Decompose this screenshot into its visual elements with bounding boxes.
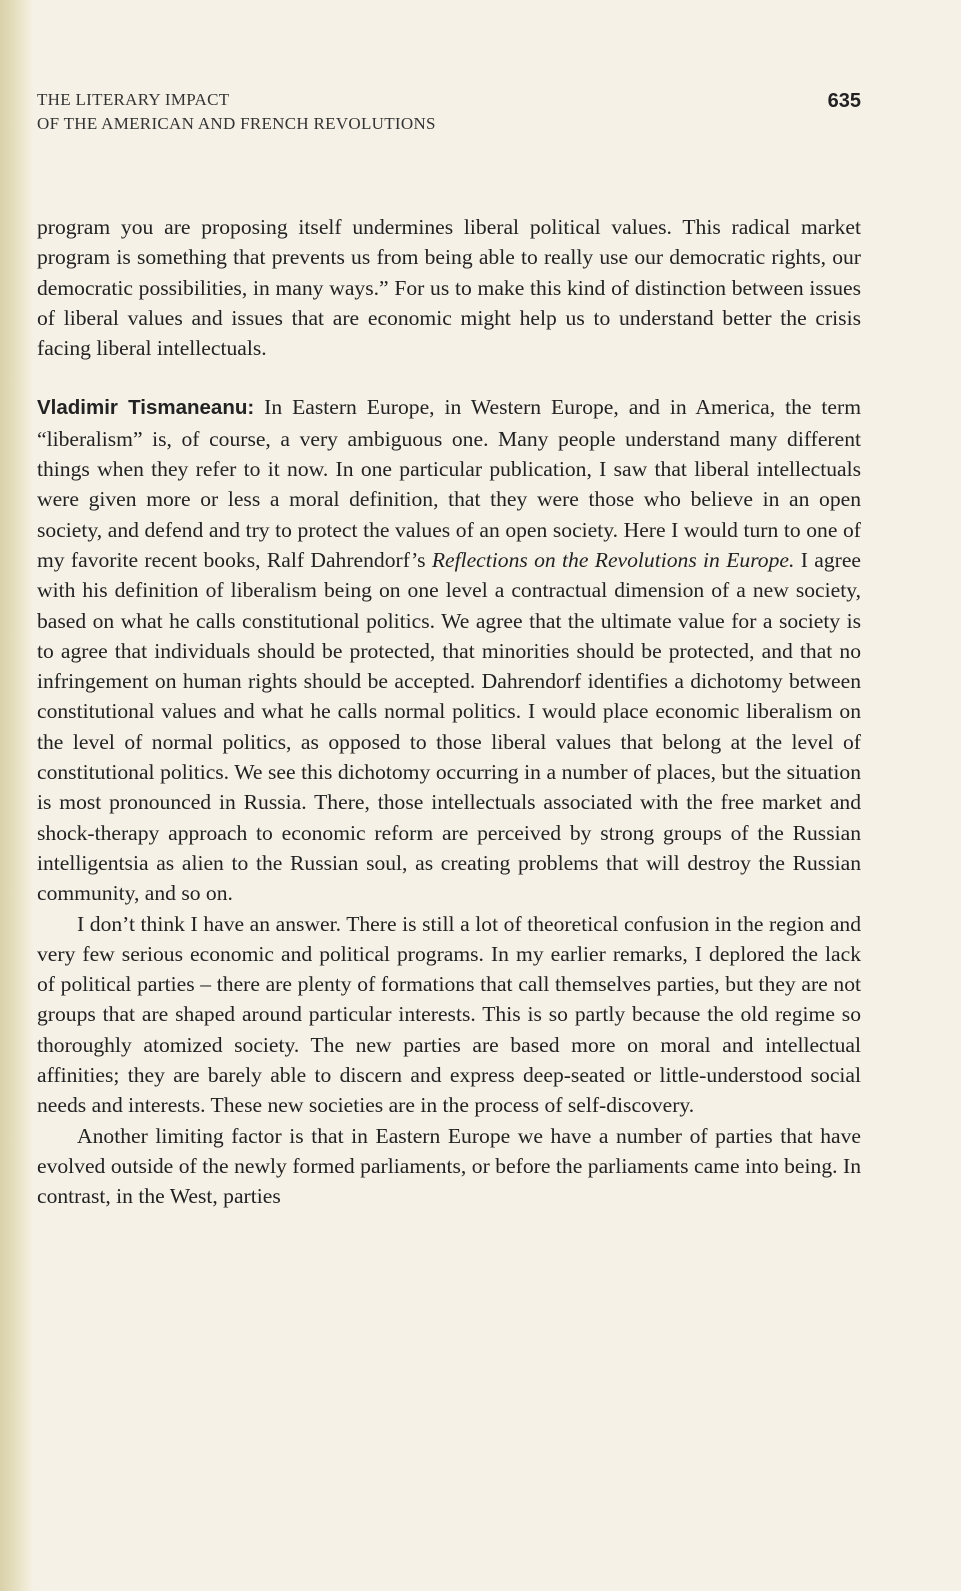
paragraph-1: program you are proposing itself undermines liberal political values. This radical market program is something that prevents us from being able to really use our democratic rights, our democratic possibilities, in many ways.” For us to make this kind of distinction between issues of liberal values and issues that are economic might help us to understand better the crisis facing liberal intellectuals. bbox=[37, 215, 861, 361]
paragraph-2 bbox=[37, 392, 861, 908]
body-text bbox=[37, 212, 861, 1212]
paragraph-3: I don’t think I have an answer. There is still a lot of theoretical confusion in the region and very few serious economic and political programs. In my earlier remarks, I deplored the lack of political parties – there are plenty of formations that call themselves parties, but they are not groups that are shaped around particular interests. This is so partly because the old regime so thoroughly atomized society. The new parties are based more on moral and intellectual affinities; they are barely able to discern and express deep-seated or little-understood social needs and interests. These new societies are in the process of self-discovery. bbox=[37, 911, 861, 1118]
paragraph-2-text-a: In Eastern Europe, in Western Europe, and in America, the term “liberalism” is, of course, a very ambiguous one. Many people understand many different things when they refer to it now. In one particular publication, I saw that liberal intellectuals were given more or less a moral definition, that they were those who believe in an open society, and defend and try to protect the values of an open society. Here I would turn to one of my favorite recent books, Ralf Dahrendorf’s bbox=[37, 395, 861, 572]
speaker-name: Vladimir Tismaneanu: bbox=[37, 396, 255, 420]
book-spine-shadow bbox=[0, 0, 34, 1591]
book-page bbox=[37, 88, 861, 1212]
running-head bbox=[37, 88, 861, 148]
running-head-line-2: OF THE AMERICAN AND FRENCH REVOLUTIONS bbox=[37, 114, 436, 133]
book-title: Reflections on the Revolutions in Europe. bbox=[431, 547, 795, 572]
paragraph-2-text-b: I agree with his definition of liberalism being on one level a contractual dimension of a new society, based on what he calls constitutional politics. We agree that the ultimate value for a society is to agree that individuals should be protected, that minorities should be protected, and that no infringement on human rights should be accepted. Dahrendorf identifies a dichotomy between constitutional values and what he calls normal politics. I would place economic liberalism on the level of normal politics, as opposed to those liberal values that belong at the level of constitutional politics. We see this dichotomy occurring in a number of places, but the situation is most pronounced in Russia. There, those intellectuals associated with the free market and shock-therapy approach to economic reform are perceived by strong groups of the Russian intelligentsia as alien to the Russian soul, as creating problems that will destroy the Russian community, and so on. bbox=[37, 547, 861, 906]
running-head-line-1: THE LITERARY IMPACT bbox=[37, 90, 230, 109]
paragraph-4: Another limiting factor is that in Eastern Europe we have a number of parties that have evolved outside of the newly formed parliaments, or before the parliaments came into being. In contrast, in the West, parties bbox=[37, 1123, 861, 1209]
page-number: 635 bbox=[827, 90, 861, 112]
